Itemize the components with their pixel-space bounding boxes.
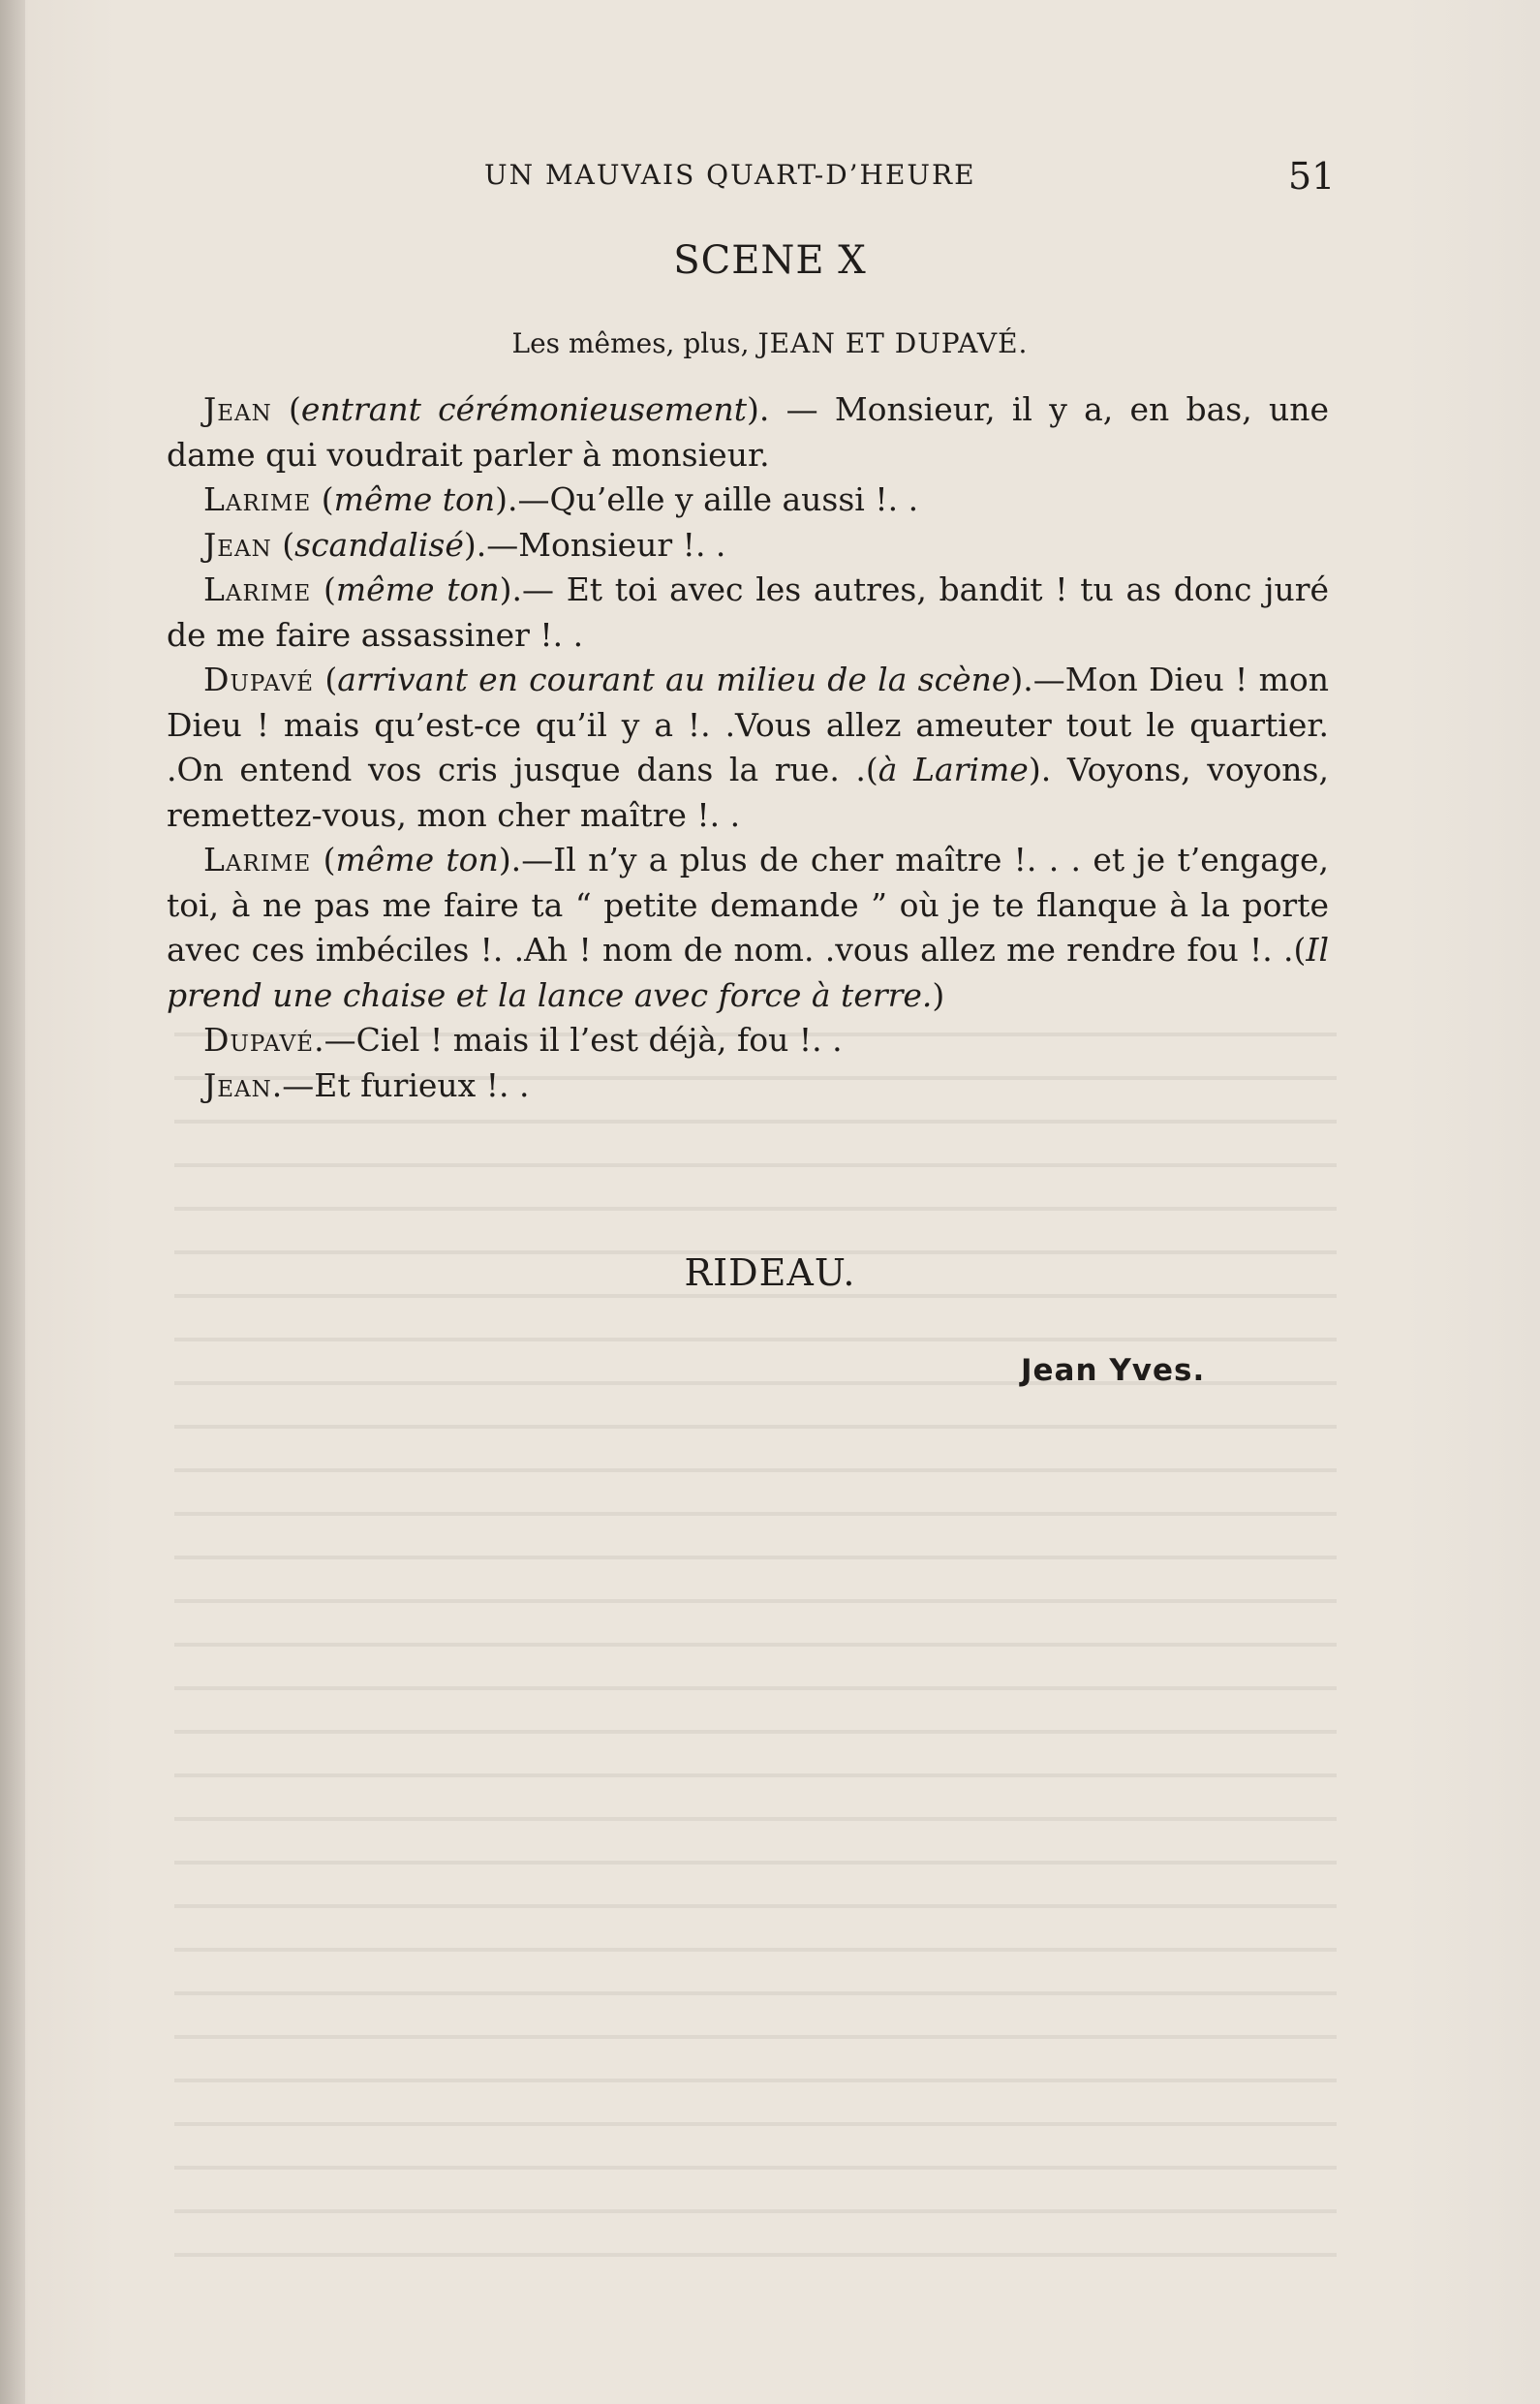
show-through-text — [174, 1007, 1337, 2266]
dialogue-line: Larime (même ton).— Et toi avec les autres, bandit ! tu as donc juré de me faire assassiner !. . — [167, 570, 1330, 654]
page-number: 51 — [1288, 155, 1336, 198]
speech: — Monsieur, il y a, en bas, une dame qui voudrait parler à monsieur. — [167, 390, 1329, 474]
cast-line — [0, 327, 1540, 359]
speech-continued: Voyons, voyons, remettez-vous, mon cher maître !. . — [167, 751, 1329, 834]
speaker: Dupavé — [203, 661, 315, 698]
curtain-line: RIDEAU. — [684, 1251, 856, 1294]
speaker: Jean — [203, 390, 272, 428]
speaker: Jean — [203, 525, 272, 564]
stage-direction: scandalisé — [294, 525, 464, 564]
speech: .—Et furieux !. . — [271, 1065, 530, 1104]
cast-prefix: Les mêmes, plus, — [511, 327, 758, 359]
scene-title: SCENE X — [673, 238, 867, 283]
dialogue-line: Jean (scandalisé).—Monsieur !. . — [203, 525, 726, 564]
dialogue — [167, 387, 1329, 1108]
dialogue-line — [167, 1063, 1329, 1109]
aside-direction: à Larime — [878, 751, 1029, 788]
speaker: Jean — [203, 1065, 272, 1104]
stage-direction: arrivant en courant au milieu de la scène — [337, 661, 1011, 698]
stage-direction: même ton — [333, 480, 496, 518]
cast-names: JEAN ET DUPAVÉ. — [757, 327, 1029, 359]
dialogue-line: Larime (même ton).—Il n’y a plus de cher maître !. . . et je t’engage, toi, à ne pas me faire ta “ petite demande ” où je te flanque à la porte avec ces imbéciles !. .Ah ! nom de nom. .vous allez me rendre fou !. .(Il prend une chaise et la lance avec force à terre.) — [167, 841, 1329, 1014]
dialogue-line: Dupavé (arrivant en courant au milieu de la scène).—Mon Dieu ! mon Dieu ! mais qu’est-ce qu’il y a !. .Vous allez ameuter tout le quartier. .On entend vos cris jusque dans la rue. .(à Larime). Voyons, voyons, remettez-vous, mon cher maître !. . — [167, 661, 1329, 834]
dialogue-line: Larime (même ton).—Qu’elle y aille aussi !. . — [203, 480, 919, 518]
speech: — Et toi avec les autres, bandit ! tu as donc juré de me faire assassiner !. . — [167, 570, 1330, 654]
dialogue-line — [167, 1018, 1329, 1063]
running-head: UN MAUVAIS QUART-D’HEURE — [484, 159, 976, 191]
dialogue-line: Jean (entrant cérémonieusement). — Monsieur, il y a, en bas, une dame qui voudrait parler à monsieur. — [167, 390, 1329, 474]
stage-direction: même ton — [335, 841, 499, 878]
speaker: Dupavé — [203, 1021, 315, 1059]
stage-direction: entrant cérémonieusement — [300, 390, 747, 428]
speech: —Il n’y a plus de cher maître !. . . et je t’engage, toi, à ne pas me faire ta “ petite demande ” où je te flanque à la porte avec ces imbéciles !. .Ah ! nom de nom. .vous allez me rendre fou !. . — [167, 841, 1329, 969]
speech: —Mon Dieu ! mon Dieu ! mais qu’est-ce qu’il y a !. .Vous allez ameuter tout le quartier. .On entend vos cris jusque dans la rue. . — [167, 661, 1329, 788]
closing-stage-direction: Il prend une chaise et la lance avec force à terre. — [167, 931, 1329, 1014]
book-spine-shadow — [0, 0, 25, 2404]
speaker: Larime — [203, 841, 312, 878]
stage-direction: même ton — [335, 570, 500, 608]
author-signature: Jean Yves. — [1021, 1353, 1206, 1388]
speech: —Monsieur !. . — [486, 525, 726, 564]
speaker: Larime — [203, 480, 312, 518]
speech: .—Ciel ! mais il l’est déjà, fou !. . — [314, 1021, 843, 1059]
speaker: Larime — [203, 570, 312, 608]
speech: —Qu’elle y aille aussi !. . — [517, 480, 919, 518]
